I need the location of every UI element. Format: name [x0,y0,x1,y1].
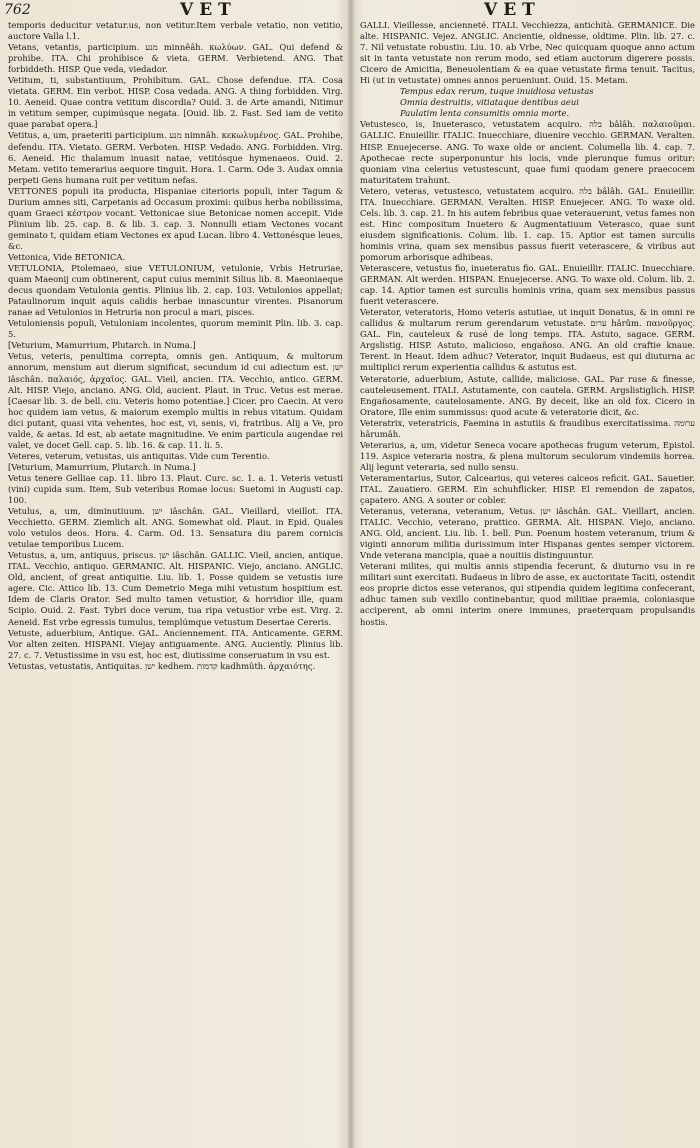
dictionary-entry: Veterascere, vetustus fio, inueteratus fio. GAL. Enuieillir. ITALIC. Inuecchiare. GERMAN. Alt werden. HISPAN. Enuejecerse. ANG. To waxe old. Colum. lib. 2. cap. 14. Aptior tamen est surculis hominis vrina, quam sex mensibus passus fuerit veterascere. [360,263,695,307]
dictionary-entry: Vetuloniensis populi, Vetuloniam incolentes, quorum meminit Plin. lib. 3. cap. 5. [8,318,343,340]
dictionary-entry: Veteranus, veterana, veteranum, Vetus. ישן iâschân. GAL. Vieillart, ancien. ITALIC. Vecchio, veterano, prattico. GERMA. Alt. HISPAN. Viejo, anciano. ANG. Old, ancient. Liu. lib. 1. bell. Pun. Poenum hostem veteranum, trium & viginti annorum militia durissimum inter Hispanas gentes semper victorem. Vnde veterana mancipia, quae a nouitiis distinguuntur. [360,506,695,561]
dictionary-entry: [Veturium, Mamurrium, Plutarch. in Numa.] [8,461,196,472]
dictionary-entry: GALLI. Vieillesse, ancienneté. ITALI. Vecchiezza, antichità. GERMANICE. Die alte. HISPANIC. Vejez. ANGLIC. Ancientie, oldnesse, oldtime. Plin. lib. 27. c. 7. Nil vetustate robustiu. Liu. 10. ab Vrbe, Nec quicquam quoque anno actum sit in tanta vetustate non rerum modo, sed etiam auctorum digerere possis. Cicero de Amicitia, Beneuolentiam & ea quae vetustate firma tenuit. Tacitus, Hi (ut in vetustate) omnes annos perueniunt. Ouid. 15. Metam. [360,20,695,86]
dictionary-entry: Vetulus, a, um, diminutiuum. ישן iâschân. GAL. Vieillard, vieillot. ITA. Vecchietto. GERM. Ziemlich alt. ANG. Somewhat old. Plaut. in Epid. Quales volo vetulos deos. Hora. 4. Carm. Od. 13. Sensatura diu parem cornicis vetulae temporibus Lucem. [8,506,343,550]
dictionary-entry: Vetustesco, is, Inueterasco, vetustatem acquiro. בלה bâlâh. παλαιοῦμαι. GALLIC. Enuieillir. ITALIC. Inuecchiare, diuenire vecchio. GERMAN. Veralten. HISP. Enuejecerse. ANG. To waxe olde or ancient. Columella lib. 4. cap. 7. Apothecae recte superponuntur his locis, vnde plerunque fumus oritur: quoniam vina celerius vetustescunt, quae fumi quodam genere praecocem maturitatem trahunt. [360,119,695,185]
right-column [360,20,695,1140]
dictionary-entry: Veteratorie, aduerbium, Astute, callide, maliciose. GAL. Par ruse & finesse, cauteleusement. ITALI. Astutamente, con cautela. GERM. Argslistiglich. HISP. Engañosamente, cautelosamente. ANG. By deceit, like an old fox. Cicero in Oratore, Ille enim summissus: quod acute & veteratorie dicit, &c. [360,373,695,417]
book-gutter [347,0,355,1148]
verse-line: Tempus edax rerum, tuque inuidiosa vetustas [400,86,594,97]
dictionary-entry: Vettonica, Vide BETONICA. [8,251,126,262]
dictionary-entry: Vetustas, vetustatis, Antiquitas. ישן kedhem. קדמות kadhmûth. ἀρχαιότης. [8,660,316,671]
dictionary-entry: Vetero, veteras, vetustesco, vetustatem acquiro. בלה bâlâh. GAL. Enuieillir. ITA. Inuecchiare. GERMAN. Veralten. HISP. Enuejecer. ANG. To waxe old. Cels. lib. 3. cap. 21. In his autem febribus quae veterauerunt, vetus fames non est. Hinc compositum Inuetero & Augmentatiuum Veterasco, quae sunt eiusdem significationis. Colum. lib. 1. cap. 15. Aptior est tamen surculis hominis vrina, quam sex mensibus passus fuerit veterascere, & viribus aut pomorum arborisque adhibeas. [360,185,695,262]
dictionary-entry: Veterarius, a, um, videtur Seneca vocare apothecas frugum veterum, Epistol. 119. Aspice veteraria nostra, & plena multorum seculorum vindemiis horrea. Alij legunt veteraria, sed nullo sensu. [360,439,695,472]
dictionary-entry: VETTONES populi ita producta, Hispaniae citerioris populi, inter Tagum & Durium amnes siti, Carpetanis ad Occasum proximi: quibus herba nobilissima, quam Graeci κέστρον vocant. Vettonicae siue Betonicae nomen accepit. Vide Plinium lib. 25. cap. 8. & lib. 3. cap. 3. Nonnulli etiam Vectones vocant geminato t, quidam etiam Vectones ex apud Lucan. libro 4. Vettonésque leues, &c. [8,185,343,251]
right-running-head: VET [484,0,541,20]
left-running-head: VET [180,0,237,20]
dictionary-entry: Vetitus, a, um, praeteriti participium. מנע nimnâh. κεκωλυμένος. GAL. Prohibe, defendu. ITA. Vietato. GERM. Verboten. HISP. Vedado. ANG. Forbidden. Virg. 6. Aeneid. Hic thalamum inuasit natae, vetitósque hymenaeos. Ouid. 2. Metam. vetito temerarius aequore tinguit. Hora. 1. Carm. Ode 3. Audax omnia perpeti Gens humana ruit per vetitum nefas. [8,130,343,185]
page-number: 762 [4,2,31,18]
dictionary-entry: Vetus, veteris, penultima correpta, omnis gen. Antiquum, & multorum annorum, mensium aut dierum significat, secundum id cui adiectum est. ישן iâschân. παλαιός, ἀρχαῖος. GAL. Vieil, ancien. ITA. Vecchio, antico. GERM. Alt. HISP. Viejo, anciano. ANG. Old, aucient. Plaut. in Truc. Vetus est merae. [Caesar lib. 3. de bell. ciu. Veteris homo potentiae.] Cicer. pro Caecin. At vero hoc quidem iam vetus, & maiorum exemplo multis in rebus vitatum. Quidam dici putant, quasi vita vehentes, hoc est, vi, senis, vi, fratribus. Alij a Ve, pro valde, & aetas. Id est, ab aetate magnitudine. Ve enim particula augendae rei valet, ve docet Gell. cap. 5. lib. 16. & cap. 11. li. 5. [8,351,343,450]
left-column [8,20,343,1140]
dictionary-entry: VETULONIA, Ptolemaeo, siue VETULONIUM, vetulonie, Vrbis Hetruriae, quam Maeonij cum obtinerent, caput cuius meminit Silius lib. 8. Maeoniaeque decus quondam Vetulonia gentis. Plinius lib. 2. cap. 103. Vetulonios appellat; Pataulinorum inquit aquis calidis herbae innascuntur virentes. Pisanorum ranae ad Vetulonios in Hetruria non procul a mari, pisces. [8,263,343,318]
dictionary-entry: Vetustus, a, um, antiquus, priscus. ישן iâschân. GALLIC. Vieil, ancien, antique. ITAL. Vecchio, antiquo. GERMANIC. Alt. HISPANIC. Viejo, anciano. ANGLIC. Old, ancient, of great antiquitie. Liu. lib. 1. Posse quidem se vetustis iure agere. Cic. Attico lib. 13. Cum Demetrio Mega mihi vetustum hospitium est. Idem de Claris Orator. Sed multo tamen vetustior, & horridior ille, quam Scipio. Ouid. 2. Fast. Tybri doce verum, tua ripa vetustior vrbe est. Virg. 2. Aeneid. Est vrbe egressis tumulus, templúmque vetustum Desertae Cereris. [8,550,343,627]
dictionary-entry: Vetans, vetantis, participium. מנע minnêâh. κωλύων. GAL. Qui defend & prohibe. ITA. Chi prohibisce & vieta. GERM. Verbietend. ANG. That forbiddeth. HISP. Que veda, viedador. [8,42,343,75]
dictionary-entry: Veteramentarius, Sutor, Calcearius, qui veteres calceos reficit. GAL. Sauetier. ITAL. Zauatiero. GERM. Ein schuhflicker. HISP. El remendon de zapatos, çapatero. ANG. A souter or cobler. [360,472,695,506]
page-header [0,2,700,20]
dictionary-entry: Vetitum, ti, substantiuum, Prohibitum. GAL. Chose defendue. ITA. Cosa vietata. GERM. Ein verbot. HISP. Cosa vedada. ANG. A thing forbidden. Virg. 10. Aeneid. Quae contra vetitum discordia? Ouid. 3. de Arte amandi, Nitimur in vetitum semper, cupimúsque negata. [Ouid. lib. 2. Fast. Sed iam de vetito quae parabat opera.] [8,75,343,130]
dictionary-entry: temporis deducitur vetatur.us, non vetitur.Item verbale vetatio, non vetitio, auctore Valla l.1. [8,20,343,42]
verse-line: Paulatim lenta consumitis omnia morte. [400,108,570,119]
dictionary-entry: Veteres, veterum, vetustas, uis antiquitas. Vide cum Terentio. [8,450,270,461]
dictionary-entry: Vetus tenere Gelliae cap. 11. libro 13. Plaut. Curc. sc. 1. a. 1. Veteris vetusti (vini) cupida sum. Item, Sub veteribus Romae locus: Suetomi in Augusti cap. 100. [8,472,343,506]
dictionary-entry: Veterani milites, qui multis annis stipendia fecerunt, & diuturno vsu in re militari sunt exercitati. Budaeus in libro de asse, ex auctoritate Taciti, ostendit eos proprie dictos esse veteranos, qui stipendia quidem legitima confecerant, adhuc tamen sub vexillo continebantur, quod militiae praemia, coloniasque acciperent, ab omni interim onere immunes, praeterquam propulsandis hostis. [360,561,695,627]
dictionary-entry: Veterator, veteratoris, Homo veteris astutiae, ut inquit Donatus, & in omni re callidus & multarum rerum gerendarum vetustate. ערום hârûm. πανοῦργος. GAL. Fin, cauteleux & rusé de long temps. ITA. Astuto, sagace. GERM. Argslistig. HISP. Astuto, malicioso, engañoso. ANG. An old craftie knaue. Terent. in Heaut. Idem adhuc? Veterator, inquit Budaeus, est qui diuturna ac multiplici rerum experientia callidus & astutus est. [360,307,695,373]
verse-line: Omnia destruitis, vitiataque dentibus aeui [400,97,579,108]
dictionary-entry: [Veturium, Mamurrium, Plutarch. in Numa.] [8,340,196,351]
dictionary-entry: Veteratrix, veteratricis, Faemina in astutiis & fraudibus exercitatissima. ערומה hârumâh. [360,417,695,439]
dictionary-entry: Vetuste, aduerbium, Antique. GAL. Anciennement. ITA. Anticamente. GERM. Vor alten zeiten. HISPANI. Viejay antiguamente. ANG. Auciently. Plinius lib. 27. c. 7. Vetustissime in vsu est, hoc est, diutissime conseruatum in vsu est. [8,627,343,660]
